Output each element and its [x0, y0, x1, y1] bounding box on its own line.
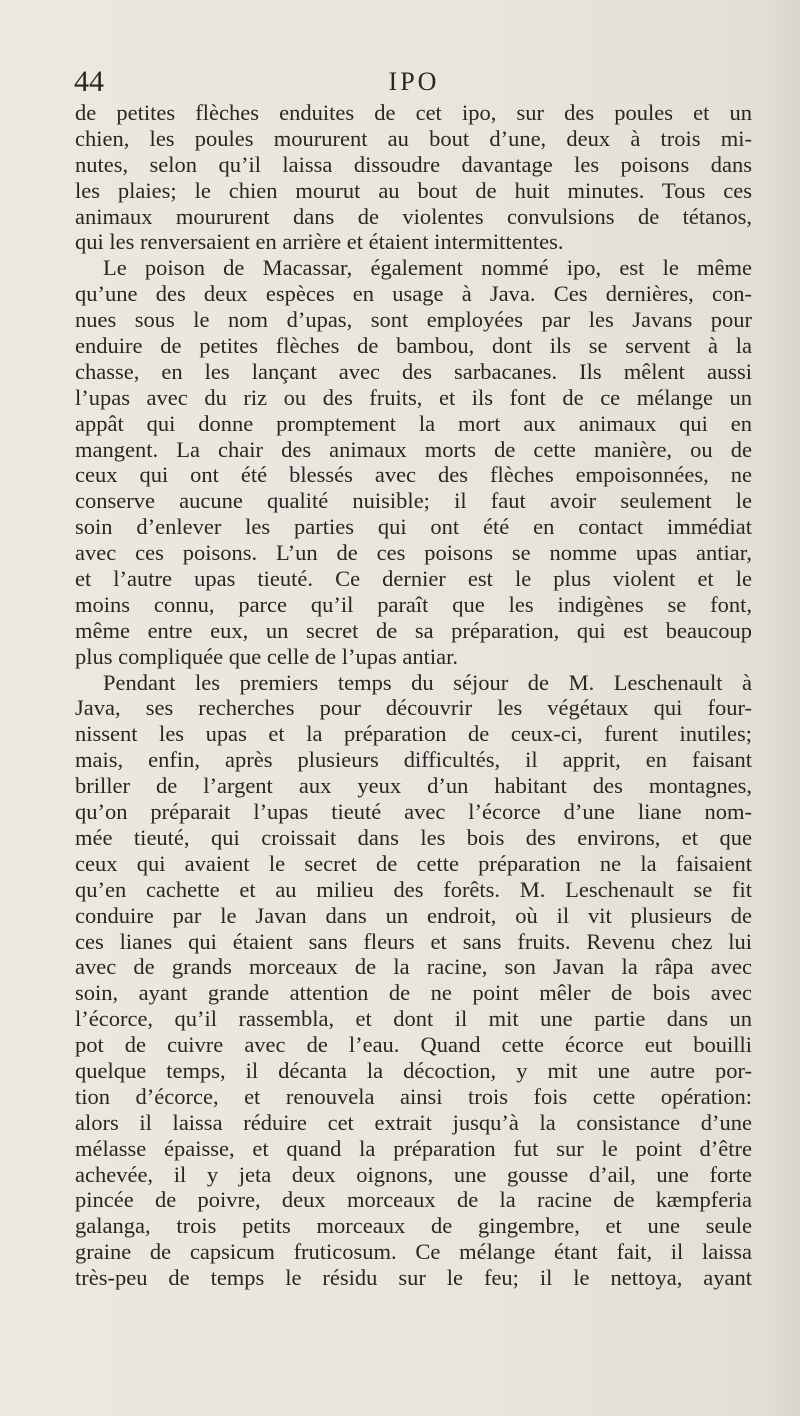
text-line: ceux qui ont été blessés avec des flèches empoisonnées, ne — [75, 462, 752, 488]
text-line: les plaies; le chien mourut au bout de huit minutes. Tous ces — [75, 177, 752, 203]
text-line: alors il laissa réduire cet extrait jusqu’à la consistance d’une — [75, 1109, 752, 1135]
page-edge-shading — [760, 0, 800, 1416]
text-line: enduire de petites flèches de bambou, dont ils se servent à la — [75, 333, 752, 359]
text-line: mais, enfin, après plusieurs difficultés, il apprit, en faisant — [75, 747, 752, 773]
text-line: quelque temps, il décanta la décoction, y mit une autre por- — [75, 1057, 752, 1083]
text-line: et l’autre upas tieuté. Ce dernier est le plus violent et le — [75, 566, 752, 592]
text-line: pot de cuivre avec de l’eau. Quand cette écorce eut bouilli — [75, 1032, 752, 1058]
text-line: chien, les poules moururent au bout d’une, deux à trois mi- — [75, 125, 752, 151]
page-header — [74, 62, 754, 102]
text-line: tion d’écorce, et renouvela ainsi trois fois cette opération: — [75, 1083, 752, 1109]
running-head: IPO — [388, 67, 440, 96]
text-line: qu’une des deux espèces en usage à Java. Ces dernières, con- — [75, 281, 752, 307]
text-line: nutes, selon qu’il laissa dissoudre davantage les poisons dans — [75, 151, 752, 177]
text-line: Pendant les premiers temps du séjour de M. Leschenault à — [103, 669, 752, 695]
text-line: mée tieuté, qui croissait dans les bois des environs, et que — [75, 824, 752, 850]
text-line: chasse, en les lançant avec des sarbacanes. Ils mêlent aussi — [75, 358, 752, 384]
text-line: l’upas avec du riz ou des fruits, et ils font de ce mélange un — [75, 384, 752, 410]
text-line: galanga, trois petits morceaux de gingembre, et une seule — [75, 1213, 752, 1239]
text-line: qu’on préparait l’upas tieuté avec l’écorce d’une liane nom- — [75, 799, 752, 825]
text-line: soin d’enlever les parties qui ont été en contact immédiat — [75, 514, 752, 540]
text-line: ces lianes qui étaient sans fleurs et sans fruits. Revenu chez lui — [75, 928, 752, 954]
text-line: conduire par le Javan dans un endroit, où il vit plusieurs de — [75, 902, 752, 928]
text-line: mélasse épaisse, et quand la préparation fut sur le point d’être — [75, 1135, 752, 1161]
text-line: qu’en cachette et au milieu des forêts. M. Leschenault se fit — [75, 876, 752, 902]
text-line: Le poison de Macassar, également nommé ipo, est le même — [103, 255, 752, 281]
text-line: moins connu, parce qu’il paraît que les indigènes se font, — [75, 591, 752, 617]
text-line: animaux moururent dans de violentes convulsions de tétanos, — [75, 203, 752, 229]
text-line: soin, ayant grande attention de ne point mêler de bois avec — [75, 980, 752, 1006]
text-line: l’écorce, qu’il rassembla, et dont il mit une partie dans un — [75, 1006, 752, 1032]
text-line: graine de capsicum fruticosum. Ce mélange étant fait, il laissa — [75, 1239, 752, 1265]
text-line: appât qui donne promptement la mort aux animaux qui en — [75, 410, 752, 436]
text-line: Java, ses recherches pour découvrir les végétaux qui four- — [75, 695, 752, 721]
text-line: pincée de poivre, deux morceaux de la racine de kæmpferia — [75, 1187, 752, 1213]
text-line: conserve aucune qualité nuisible; il faut avoir seulement le — [75, 488, 752, 514]
text-line: mangent. La chair des animaux morts de cette manière, ou de — [75, 436, 752, 462]
text-line: ceux qui avaient le secret de cette préparation ne la faisaient — [75, 850, 752, 876]
text-line: plus compliquée que celle de l’upas antiar. — [75, 643, 458, 669]
text-line: nissent les upas et la préparation de ceux-ci, furent inutiles; — [75, 721, 752, 747]
text-line: même entre eux, un secret de sa préparation, qui est beaucoup — [75, 617, 752, 643]
text-line: nues sous le nom d’upas, sont employées par les Javans pour — [75, 307, 752, 333]
text-line: avec de grands morceaux de la racine, son Javan la râpa avec — [75, 954, 752, 980]
text-line: achevée, il y jeta deux oignons, une gousse d’ail, une forte — [75, 1161, 752, 1187]
text-line: briller de l’argent aux yeux d’un habitant des montagnes, — [75, 773, 752, 799]
page-number: 44 — [74, 65, 104, 98]
text-line: de petites flèches enduites de cet ipo, sur des poules et un — [75, 100, 752, 125]
text-line: qui les renversaient en arrière et étaient intermittentes. — [75, 229, 564, 255]
text-line: avec ces poisons. L’un de ces poisons se nomme upas antiar, — [75, 540, 752, 566]
body-text — [75, 100, 752, 1291]
text-line: très-peu de temps le résidu sur le feu; il le nettoya, ayant — [75, 1265, 752, 1291]
